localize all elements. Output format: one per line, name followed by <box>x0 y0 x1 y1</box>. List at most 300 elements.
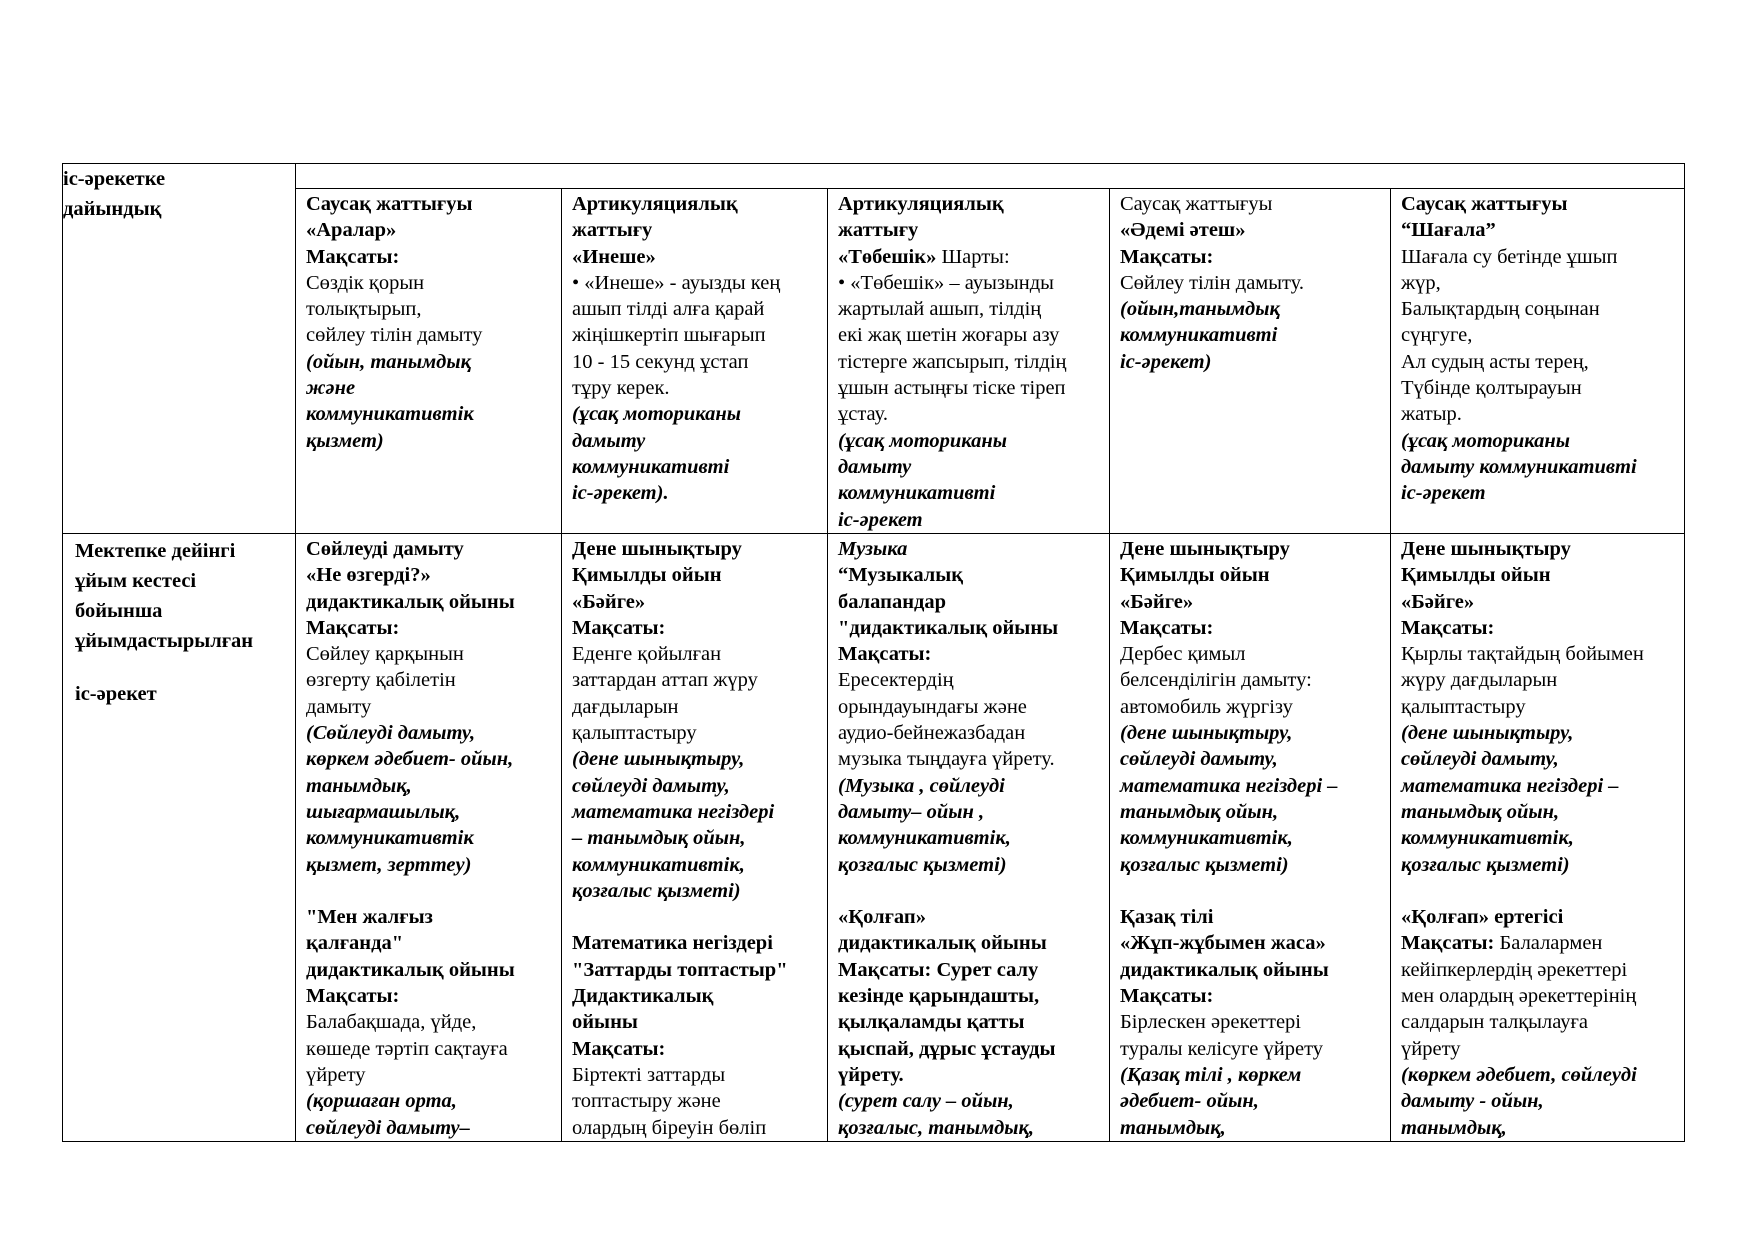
cell-line <box>572 773 817 799</box>
cell-line-text: дамыту <box>572 429 646 452</box>
cell-line <box>1401 244 1674 270</box>
row-label-line: ұйымдастырылған <box>75 630 254 652</box>
table-row-preparation <box>63 189 1685 534</box>
cell-line-text: Математика негіздері <box>572 932 773 955</box>
cell-line <box>1120 641 1380 667</box>
cell-line <box>838 536 1099 562</box>
cell-line-text: дидактикалық ойыны <box>1120 958 1329 981</box>
cell-line-text: толықтырып, <box>306 298 422 321</box>
cell-prep-3 <box>828 189 1110 534</box>
cell-line-text: олардың біреуін бөліп <box>572 1116 767 1139</box>
cell-line-text: автомобиль жүргізу <box>1120 695 1293 718</box>
cell-line <box>572 825 817 851</box>
cell-line <box>306 746 551 772</box>
cell-line <box>306 322 551 348</box>
cell-line-text: қозғалыс қызметі) <box>1401 853 1570 876</box>
cell-line <box>572 244 817 270</box>
cell-line <box>838 957 1099 983</box>
cell-line <box>1401 1009 1674 1035</box>
cell-line <box>838 930 1099 956</box>
cell-line-text: Музыка <box>838 538 908 560</box>
cell-line-text: коммуникативтік, <box>1401 827 1574 850</box>
cell-line <box>838 296 1099 322</box>
cell-line <box>838 799 1099 825</box>
cell-line <box>572 375 817 401</box>
cell-line-text: қозғалыс қызметі) <box>572 879 741 902</box>
cell-line-text: Біртекті заттарды <box>572 1063 726 1086</box>
cell-line <box>572 1009 817 1035</box>
cell-line <box>1120 720 1380 746</box>
cell-line <box>572 615 817 641</box>
cell-line <box>1401 773 1674 799</box>
cell-line-text: Мақсаты: <box>1120 985 1214 1008</box>
cell-line-text: үйрету. <box>838 1063 904 1086</box>
cell-line <box>1401 536 1674 562</box>
cell-line <box>572 904 817 930</box>
cell-line <box>306 957 551 983</box>
cell-line <box>838 589 1099 615</box>
cell-line-text: ұстау. <box>838 403 888 426</box>
cell-line-tail: Балалармен <box>1494 932 1603 955</box>
cell-line <box>306 244 551 270</box>
cell-line-text: қызмет) <box>306 429 384 452</box>
cell-line-text: • «Инеше» - ауызды кең <box>572 271 781 294</box>
cell-prep-4 <box>1110 189 1391 534</box>
cell-line <box>838 852 1099 878</box>
cell-line-text: қалыптастыру <box>572 722 697 745</box>
cell-line-text: коммуникативтік <box>306 403 474 426</box>
table-row-header <box>63 164 1685 189</box>
cell-line <box>1120 799 1380 825</box>
cell-line-text: (дене шынықтыру, <box>572 748 745 771</box>
cell-line <box>1401 349 1674 375</box>
cell-line <box>306 641 551 667</box>
cell-line-text: жартылай ашып, тілдің <box>838 298 1042 321</box>
empty-header-cell <box>296 164 1685 189</box>
cell-line-text: Қимылды ойын <box>1120 564 1270 587</box>
table-row-organized-activity <box>63 534 1685 1142</box>
cell-line <box>1401 401 1674 427</box>
cell-line <box>1120 667 1380 693</box>
cell-prep-5 <box>1391 189 1685 534</box>
cell-line-text: ұшын астыңғы тіске тіреп <box>838 377 1066 400</box>
cell-line-text: қалғанда" <box>306 932 404 955</box>
cell-line-text: Дербес қимыл <box>1120 643 1246 666</box>
cell-line-text: Сөйлеуді дамыту <box>306 538 464 560</box>
cell-line <box>1120 349 1380 375</box>
cell-line-text: Мақсаты: <box>306 245 400 268</box>
cell-line <box>838 375 1099 401</box>
cell-line <box>838 773 1099 799</box>
cell-line <box>1401 746 1674 772</box>
cell-line-text: балапандар <box>838 590 947 613</box>
cell-line-text: ашып тілді алға қарай <box>572 298 765 321</box>
cell-line <box>572 562 817 588</box>
cell-line <box>838 454 1099 480</box>
cell-prep-2 <box>562 189 828 534</box>
cell-line-text: • «Төбешік» – ауызынды <box>838 271 1054 294</box>
cell-line-text: жатыр. <box>1401 403 1462 426</box>
cell-line <box>838 191 1099 217</box>
cell-line-text: Артикуляциялық <box>572 193 738 215</box>
cell-line-text: "Мен жалғыз <box>306 906 433 929</box>
cell-line-text: (ойын,танымдық <box>1120 298 1280 321</box>
cell-line-text: танымдық ойын, <box>1401 800 1560 823</box>
cell-line-text: коммуникативтік <box>306 827 474 850</box>
cell-line <box>572 428 817 454</box>
cell-line <box>1120 878 1380 904</box>
cell-line-text: Қимылды ойын <box>572 564 722 587</box>
cell-line <box>838 349 1099 375</box>
cell-line <box>1120 957 1380 983</box>
cell-line <box>838 1009 1099 1035</box>
cell-line-text: және <box>306 377 356 400</box>
cell-line-text: «Бәйге» <box>572 590 646 613</box>
cell-line-text: көшеде тәртіп сақтауға <box>306 1037 508 1060</box>
cell-line-text: сүңгуге, <box>1401 324 1473 347</box>
cell-line-text: Ересектердің <box>838 669 954 692</box>
cell-line <box>306 349 551 375</box>
cell-line <box>838 480 1099 506</box>
cell-line-text: (қоршаған орта, <box>306 1090 457 1113</box>
cell-line <box>1120 270 1380 296</box>
cell-activity-4 <box>1110 534 1391 1142</box>
cell-line <box>1401 375 1674 401</box>
cell-line <box>572 270 817 296</box>
cell-line-text: Сөздік қорын <box>306 271 425 294</box>
cell-line <box>1401 562 1674 588</box>
cell-line <box>306 1036 551 1062</box>
cell-line <box>306 1009 551 1035</box>
cell-line-text: (ұсақ моториканы <box>838 429 1008 452</box>
cell-line <box>1120 536 1380 562</box>
cell-line-text: белсенділігін дамыту: <box>1120 669 1312 692</box>
cell-line-text: Мақсаты: <box>306 985 400 1008</box>
cell-line-text: Саусақ жаттығуы <box>1120 193 1273 215</box>
cell-line-text: Мақсаты: <box>572 616 666 639</box>
cell-line-text: (Сөйлеуді дамыту, <box>306 722 476 745</box>
cell-line <box>572 1062 817 1088</box>
cell-line-text: коммуникативтік, <box>838 827 1011 850</box>
cell-line <box>306 904 551 930</box>
cell-line <box>838 322 1099 348</box>
cell-line <box>1120 562 1380 588</box>
cell-line-text: сөйлеуді дамыту– <box>306 1116 470 1139</box>
cell-line <box>1401 322 1674 348</box>
cell-line-text: дамыту коммуникативті <box>1401 455 1637 478</box>
cell-line <box>572 1088 817 1114</box>
cell-line <box>1401 1062 1674 1088</box>
cell-line-text: кезінде қарындашты, <box>838 985 1040 1008</box>
row-label-line <box>75 656 285 679</box>
cell-line <box>306 1088 551 1114</box>
cell-activity-1 <box>296 534 562 1142</box>
cell-line <box>572 957 817 983</box>
cell-line <box>306 825 551 851</box>
cell-line-text: ойыны <box>572 1011 638 1034</box>
cell-line-text: Дидактикалық <box>572 985 714 1008</box>
cell-line-text: коммуникативті <box>1120 324 1278 347</box>
cell-line <box>1120 322 1380 348</box>
cell-line-text: “Музыкалық <box>838 564 964 587</box>
cell-line <box>306 667 551 693</box>
cell-line <box>838 244 1099 270</box>
cell-line <box>1120 746 1380 772</box>
cell-line-text: сөйлеуді дамыту, <box>1120 748 1278 771</box>
cell-line <box>1401 904 1674 930</box>
row-label-preparation <box>63 164 296 534</box>
cell-line <box>572 720 817 746</box>
cell-line <box>838 428 1099 454</box>
cell-line-text: іс-әрекет <box>1401 482 1486 505</box>
cell-line <box>1120 930 1380 956</box>
row-label-line: ұйым кестесі <box>75 570 197 592</box>
cell-line-text: Түбінде қолтырауын <box>1401 377 1582 400</box>
cell-line-text: мен олардың әрекеттерінің <box>1401 985 1637 1008</box>
cell-line-text: жіңішкертіп шығарып <box>572 324 766 347</box>
cell-line-text: – танымдық ойын, <box>572 827 746 850</box>
cell-line-text: «Қолғап» <box>838 906 926 929</box>
cell-line-text: жаттығу <box>838 219 919 242</box>
cell-line-text: «Аралар» <box>306 219 397 242</box>
cell-line <box>572 667 817 693</box>
cell-line-text: «Не өзгерді?» <box>306 564 431 587</box>
cell-activity-3 <box>828 534 1110 1142</box>
cell-line <box>572 296 817 322</box>
cell-line-text: “Шағала” <box>1401 219 1496 242</box>
cell-line-text: (көркем әдебиет, сөйлеуді <box>1401 1063 1637 1086</box>
cell-line <box>1120 694 1380 720</box>
cell-line-text: (сурет салу – ойын, <box>838 1090 1014 1113</box>
cell-line-text: музыка тыңдауға үйрету. <box>838 748 1055 771</box>
cell-line <box>1401 825 1674 851</box>
cell-line-text: үйрету <box>1401 1037 1461 1060</box>
cell-line-text: қозғалыс қызметі) <box>838 853 1007 876</box>
cell-line <box>838 825 1099 851</box>
cell-line <box>1120 296 1380 322</box>
cell-line <box>306 191 551 217</box>
cell-line-text: Мақсаты: <box>1120 245 1214 268</box>
cell-line <box>572 349 817 375</box>
cell-line <box>1401 615 1674 641</box>
cell-line-text: дидактикалық ойыны <box>306 590 515 613</box>
cell-line-text: Шағала су бетінде ұшып <box>1401 245 1618 268</box>
cell-line <box>572 191 817 217</box>
cell-line <box>306 1062 551 1088</box>
cell-line <box>306 852 551 878</box>
cell-line-tail: Шарты: <box>936 245 1010 268</box>
cell-line <box>1120 1009 1380 1035</box>
cell-line-text: Ал судың асты терең, <box>1401 350 1589 373</box>
cell-line-text: Дене шынықтыру <box>1120 538 1290 560</box>
cell-line <box>306 878 551 904</box>
cell-line-text: аудио-бейнежазбадан <box>838 722 1026 745</box>
cell-line <box>838 401 1099 427</box>
cell-line-text: үйрету <box>306 1063 366 1086</box>
cell-line-text: қозғалыс, танымдық, <box>838 1116 1035 1139</box>
cell-line <box>572 322 817 348</box>
cell-line-text: қалыптастыру <box>1401 695 1526 718</box>
cell-line <box>572 641 817 667</box>
cell-line-text: коммуникативті <box>572 455 730 478</box>
cell-line <box>1401 217 1674 243</box>
cell-line-text: «Инеше» <box>572 245 656 268</box>
cell-line-text: іс-әрекет). <box>572 482 669 505</box>
cell-line <box>1120 904 1380 930</box>
cell-line <box>572 878 817 904</box>
cell-line <box>306 589 551 615</box>
cell-line-text: (ұсақ моториканы <box>1401 429 1571 452</box>
row-label-line: дайындық <box>63 198 162 220</box>
cell-line-text: Саусақ жаттығуы <box>306 193 473 215</box>
cell-line-text: топтастыру және <box>572 1090 721 1113</box>
cell-line-text: салдарын талқылауға <box>1401 1011 1589 1034</box>
cell-line <box>1401 878 1674 904</box>
cell-line <box>1120 589 1380 615</box>
cell-line <box>1120 191 1380 217</box>
cell-line-text: коммуникативті <box>838 482 996 505</box>
cell-line <box>306 428 551 454</box>
cell-line-text: Бірлескен әрекеттері <box>1120 1011 1301 1034</box>
cell-line <box>1120 217 1380 243</box>
cell-line <box>572 589 817 615</box>
cell-line <box>572 930 817 956</box>
cell-line-text: "Заттарды топтастыр" <box>572 958 788 981</box>
cell-line <box>572 746 817 772</box>
cell-line <box>572 1036 817 1062</box>
cell-line-text: жүр, <box>1401 271 1441 294</box>
cell-line-text: Артикуляциялық <box>838 193 1004 215</box>
cell-line <box>1401 270 1674 296</box>
cell-line-text: тістерге жапсырып, тілдің <box>838 350 1067 373</box>
cell-line <box>1401 641 1674 667</box>
cell-line <box>838 983 1099 1009</box>
cell-line-text: коммуникативтік, <box>1120 827 1293 850</box>
cell-line <box>1401 694 1674 720</box>
cell-line-text: «Бәйге» <box>1401 590 1475 613</box>
cell-line-text: Балабақшада, үйде, <box>306 1011 477 1034</box>
cell-line-text: танымдық, <box>306 774 412 797</box>
cell-line-text: танымдық, <box>1120 1116 1226 1139</box>
cell-line-text: екі жақ шетін жоғары азу <box>838 324 1060 347</box>
cell-line-text: дамыту– ойын , <box>838 800 985 823</box>
cell-line <box>306 401 551 427</box>
cell-line <box>1401 1088 1674 1114</box>
cell-line-text: дамыту <box>306 695 372 718</box>
cell-line <box>306 694 551 720</box>
cell-line <box>838 562 1099 588</box>
cell-line <box>1120 244 1380 270</box>
cell-line-text: (ойын, танымдық <box>306 350 471 373</box>
cell-line-text: Саусақ жаттығуы <box>1401 193 1568 215</box>
cell-line <box>838 641 1099 667</box>
cell-line <box>838 615 1099 641</box>
cell-line-text: Балықтардың соңынан <box>1401 298 1600 321</box>
cell-line-text: математика негіздері <box>572 800 775 823</box>
cell-line-text: «Жұп-жұбымен жаса» <box>1120 932 1326 955</box>
cell-line <box>306 1115 551 1141</box>
cell-line <box>1120 852 1380 878</box>
cell-line <box>306 562 551 588</box>
cell-line <box>1120 825 1380 851</box>
cell-line <box>838 1036 1099 1062</box>
cell-line-text: қозғалыс қызметі) <box>1120 853 1289 876</box>
cell-line <box>838 270 1099 296</box>
cell-line-text: сөйлеу тілін дамыту <box>306 324 483 347</box>
cell-line-text: жаттығу <box>572 219 653 242</box>
cell-line <box>838 694 1099 720</box>
cell-line-text: Мақсаты: <box>838 643 932 666</box>
cell-line-text: (дене шынықтыру, <box>1401 722 1574 745</box>
cell-line <box>1120 1036 1380 1062</box>
cell-line <box>572 852 817 878</box>
cell-line <box>306 270 551 296</box>
cell-line <box>306 983 551 1009</box>
cell-line-text: Қазақ тілі <box>1120 906 1214 929</box>
cell-line-text: дидактикалық ойыны <box>838 932 1047 955</box>
cell-line-text: Еденге қойылған <box>572 643 722 666</box>
cell-line <box>572 536 817 562</box>
cell-line-text: Мақсаты: Сурет салу <box>838 958 1039 981</box>
cell-line <box>1401 720 1674 746</box>
cell-line-text: қылқаламды қатты <box>838 1011 1025 1034</box>
row-label-line: бойынша <box>75 600 163 622</box>
cell-line-text: (Қазақ тілі , көркем <box>1120 1063 1302 1086</box>
cell-line <box>1401 191 1674 217</box>
row-label-line: іс-әрекет <box>75 683 157 705</box>
activity-plan-table <box>62 163 1685 1142</box>
cell-line-text: "дидактикалық ойыны <box>838 616 1059 639</box>
cell-line <box>1401 983 1674 1009</box>
cell-line-text: Мақсаты: <box>1401 616 1495 639</box>
cell-line <box>838 720 1099 746</box>
cell-line-text: танымдық ойын, <box>1120 800 1279 823</box>
cell-line-text: «Бәйге» <box>1120 590 1194 613</box>
cell-line-text: сөйлеуді дамыту, <box>572 774 730 797</box>
cell-line-text: қызмет, зерттеу) <box>306 853 472 876</box>
cell-line <box>838 507 1099 533</box>
cell-line <box>1120 1088 1380 1114</box>
cell-line-text: Дене шынықтыру <box>572 538 742 560</box>
cell-line-text: көркем әдебиет- ойын, <box>306 748 514 771</box>
cell-line-text: әдебиет- ойын, <box>1120 1090 1259 1113</box>
cell-line <box>306 296 551 322</box>
cell-line-text: туралы келісуге үйрету <box>1120 1037 1324 1060</box>
cell-line <box>572 480 817 506</box>
cell-line-text: тұру керек. <box>572 377 670 400</box>
cell-activity-2 <box>562 534 828 1142</box>
cell-line <box>838 746 1099 772</box>
row-label-line: Мектепке дейінгі <box>75 540 236 562</box>
cell-line <box>1401 667 1674 693</box>
cell-line-text: Сөйлеу қарқынын <box>306 643 464 666</box>
cell-line-text: іс-әрекет <box>838 508 923 531</box>
cell-line-text: коммуникативтік, <box>572 853 745 876</box>
cell-line-text: орындауындағы және <box>838 695 1027 718</box>
cell-line-text: жүру дағдыларын <box>1401 669 1558 692</box>
cell-line-text: дағдыларын <box>572 695 679 718</box>
cell-line-text: 10 - 15 секунд ұстап <box>572 350 749 373</box>
row-label-organized-activity <box>63 534 296 1142</box>
cell-activity-5 <box>1391 534 1685 1142</box>
cell-line-text: шығармашылық, <box>306 800 461 823</box>
cell-line-text: өзгерту қабілетін <box>306 669 456 692</box>
cell-line-text: қыспай, дұрыс ұстауды <box>838 1037 1056 1060</box>
cell-line-text: Дене шынықтыру <box>1401 538 1571 560</box>
row-label-line: іс-әрекетке <box>63 168 166 190</box>
cell-line-text: дамыту - ойын, <box>1401 1090 1544 1113</box>
cell-line-text: танымдық, <box>1401 1116 1507 1139</box>
